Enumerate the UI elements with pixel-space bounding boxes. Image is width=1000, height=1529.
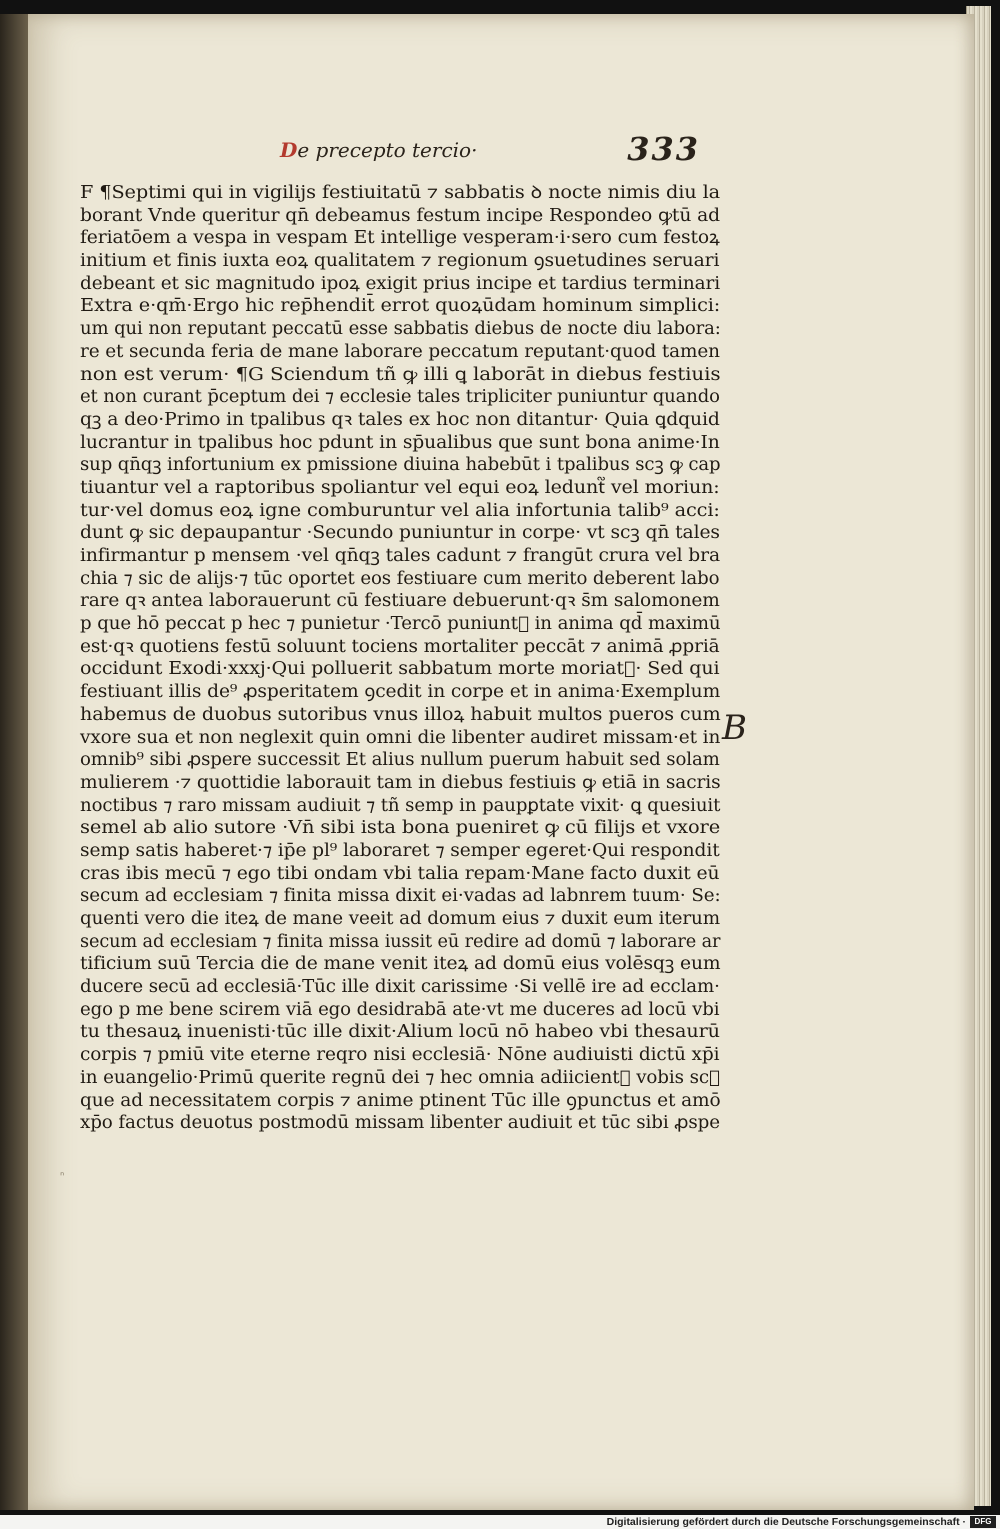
text-line: infirmantur p mensem ·vel qn̄qꝫ tales cadunt ⁊ frangūt crura vel bra	[80, 546, 721, 566]
text-line: p que hō peccat p hec ⁊ punietur ·Tercō puniunt᷑ in anima qd̄ maximū	[80, 614, 721, 635]
text-line: tur·vel domus eoꝝ igne comburuntur vel alia infortunia talib⁹ acci:	[80, 500, 720, 521]
text-line: in euangelio·Primū querite regnū dei ⁊ hec omnia adiicient᷑ vobis scꝫ	[80, 1067, 720, 1088]
running-head	[280, 130, 700, 170]
margin-note: B	[722, 708, 747, 748]
text-line: secum ad ecclesiam ⁊ finita missa iussit eū redire ad domū ⁊ laborare ar	[80, 931, 721, 952]
text-line: noctibus ⁊ raro missam audiuit ⁊ tñ semp in paupꝑtate vixit· ꝗ quesiuit	[80, 795, 721, 816]
text-line: que ad necessitatem corpis ⁊ anime ptinent Tūc ille ꝯpunctus et amō	[80, 1090, 721, 1111]
text-line: omnib⁹ sibi ꝓspere successit Et alius nullum puerum habuit sed solam	[80, 750, 720, 771]
footer-credit: Digitalisierung gefördert durch die Deutsche Forschungsgemeinschaft ·	[606, 1516, 966, 1528]
text-line: cras ibis mecū ⁊ ego tibi ondam vbi talia repam·Mane facto duxit eū	[80, 863, 720, 884]
text-line: chia ⁊ sic de alijs·⁊ tūc oportet eos festiuare cum merito deberent labo	[80, 568, 720, 589]
text-line: feriatōem a vespa in vespam Et intellige vesperam·i·sero cum festoꝝ	[80, 228, 720, 249]
text-line: ego p me bene scirem viā ego desidrabā ate·vt me duceres ad locū vbi	[80, 999, 720, 1020]
text-line: corpis ⁊ pmiū vite eterne reqro nisi ecclesiā· Nōne audiuisti dictū xp̄i	[80, 1045, 720, 1066]
text-line: initium et finis iuxta eoꝝ qualitatem ⁊ regionum ꝯsuetudines seruari	[80, 251, 720, 272]
text-block	[80, 182, 720, 1135]
text-line: borant Vnde queritur qn̄ debeamus festum incipe Respondeo ꝙtū ad	[80, 205, 720, 226]
text-line: est·qꝛ quotiens festū soluunt tociens mortaliter peccāt ⁊ animā ꝓpriā	[80, 636, 720, 657]
text-line: lucrantur in tpalibus hoc pdunt in sp̄ualibus que sunt bona anime·In	[80, 432, 720, 453]
text-line: et non curant p̄ceptum dei ⁊ ecclesie tales tripliciter puniuntur quando	[80, 387, 720, 408]
footer	[0, 1515, 1000, 1529]
text-line: dunt ꝙ sic depaupantur ·Secundo puniuntur in corpe· vt scꝫ qn̄ tales	[80, 523, 720, 544]
text-line: debeant et sic magnitudo ipoꝝ exigit prius incipe et tardius terminari	[80, 273, 721, 294]
text-line: non est verum· ¶G Sciendum tñ ꝙ illi ꝗ laborāt in diebus festiuis	[80, 364, 721, 385]
text-line: festiuant illis de⁹ ꝓsperitatem ꝯcedit in corpe et in anima·Exemplum	[80, 682, 721, 703]
folio-number: 333	[627, 130, 700, 168]
text-line: re et secunda feria de mane laborare peccatum reputant·quod tamen	[80, 341, 720, 362]
text-line: semel ab alio sutore ·Vn̄ sibi ista bona pueniret ꝙ cū filijs et vxore	[80, 818, 721, 839]
text-line: tiuantur vel a raptoribus spoliantur vel equi eoꝝ ledunt᷑ vel moriun:	[80, 477, 720, 498]
running-head-title: De precepto tercio·	[280, 138, 478, 162]
text-line: semp satis haberet·⁊ ip̄e pl⁹ laboraret ⁊ semper egeret·Qui respondit	[80, 840, 720, 861]
dfg-logo-icon: DFG	[970, 1516, 996, 1528]
text-line: mulierem ·⁊ quottidie laborauit tam in diebus festiuis ꝙ etiā in sacris	[80, 772, 721, 793]
text-line: ducere secū ad ecclesiā·Tūc ille dixit carissime ·Si vellē ire ad ecclam·	[80, 977, 720, 998]
book-gutter	[0, 14, 28, 1510]
text-line: rare qꝛ antea laborauerunt cū festiuare debuerunt·qꝛ s̄m salomonem	[80, 591, 720, 612]
text-line: Extra e·qm̄·Ergo hic rep̄hendit̄ errot quoꝝūdam hominum simplici:	[80, 296, 721, 317]
text-line: um qui non reputant peccatū esse sabbatis diebus de nocte diu labora:	[80, 319, 721, 340]
text-line: habemus de duobus sutoribus vnus illoꝝ habuit multos pueros cum	[80, 704, 721, 725]
text-line: vxore sua et non neglexit quin omni die libenter audiret missam·et in	[80, 727, 721, 748]
text-line: tu thesauꝝ inuenisti·tūc ille dixit·Alium locū nō habeo vbi thesaurū	[80, 1022, 720, 1043]
text-line: secum ad ecclesiam ⁊ finita missa dixit ei·vadas ad labnrem tuum· Se:	[80, 886, 721, 907]
text-line: occidunt Exodi·xxxj·Qui polluerit sabbatum morte moriat᷑· Sed qui	[80, 659, 720, 680]
text-line: F ¶Septimi qui in vigilijs festiuitatū ⁊ sabbatis ꝺ nocte nimis diu la	[80, 183, 721, 203]
text-line: xp̄o factus deuotus postmodū missam libenter audiuit et tūc sibi ꝓspe	[80, 1113, 720, 1134]
text-line: sup qn̄qꝫ infortunium ex pmissione diuina habebūt i tpalibus scꝫ ꝙ cap	[80, 455, 721, 476]
text-line: qꝫ a deo·Primo in tpalibus qꝛ tales ex hoc non ditantur· Quia ꝗdquid	[80, 409, 720, 430]
text-line: quenti vero die iteꝝ de mane veeit ad domum eius ⁊ duxit eum iterum	[80, 909, 721, 929]
text-line: tificium suū Tercia die de mane venit iteꝝ ad domū eius volēsqꝫ eum	[80, 954, 721, 975]
